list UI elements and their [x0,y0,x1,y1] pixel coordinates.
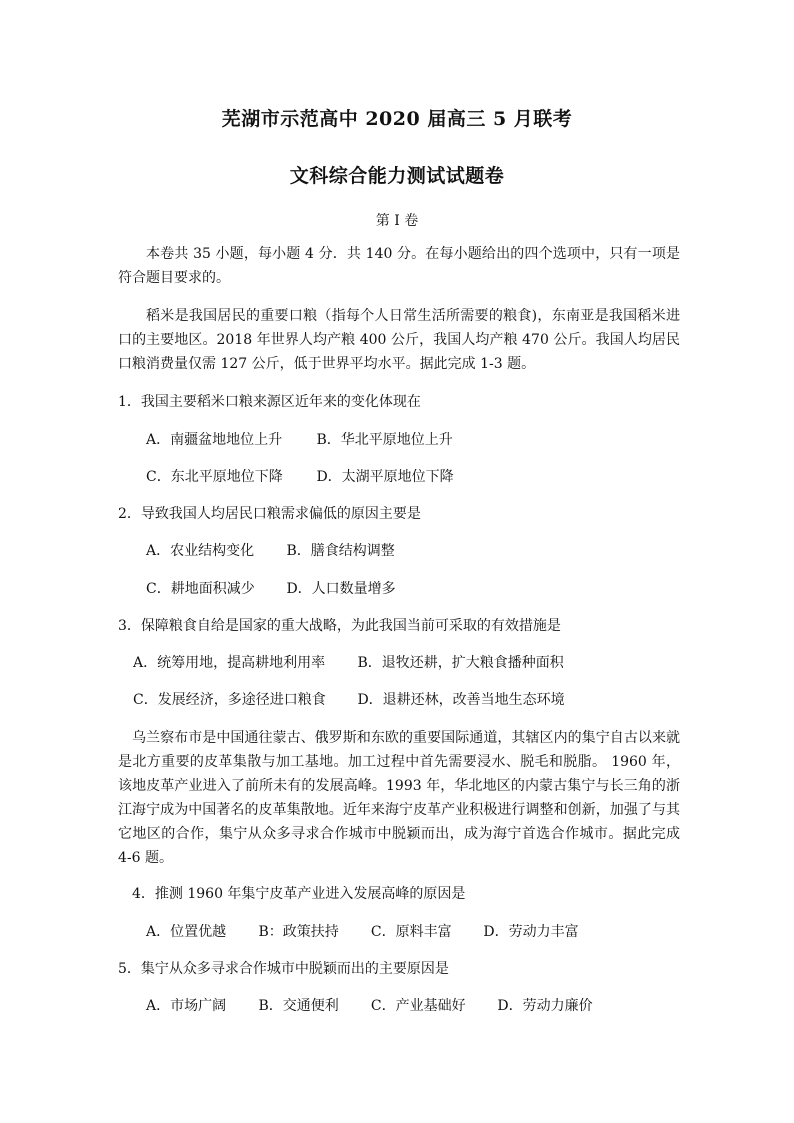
q2-option-d: D．人口数量增多 [286,581,396,597]
q1-option-a: A．南疆盆地地位上升 [146,432,283,448]
q1-option-b: B．华北平原地位上升 [316,432,453,448]
question-1-options-row2 [146,467,454,487]
q3-option-a: A．统筹用地，提高耕地利用率 [133,655,326,671]
question-3-options-row1 [133,653,564,673]
q3-option-b: B．退牧还耕，扩大粮食播种面积 [357,655,564,671]
question-4-options [146,922,579,942]
question-1-stem: 1．我国主要稻米口粮来源区近年来的变化体现在 [118,394,421,410]
passage-rice: 稻米是我国居民的重要口粮（指每个人日常生活所需要的粮食)，东南亚是我国稻米进口的主要地区。2018 年世界人均产粮 400 公斤，我国人均产粮 470 公斤。我国人均居民口粮消费量仅需 127 公斤，低于世界平均水平。据此完成 1-3 题。 [118,308,680,372]
exam-subtitle: 文科综合能力测试试题卷 [289,165,505,187]
passage-leather: 乌兰察布市是中国通往蒙古、俄罗斯和东欧的重要国际通道，其辖区内的集宁自古以来就是北方重要的皮革集散与加工基地。加工过程中首先需要浸水、脱毛和脱脂。 1960 年，该地皮革产业进入了前所未有的发展高峰。1993 年，华北地区的内蒙古集宁与长三角的浙江海宁成为中国著名的皮革集散地。近年来海宁皮革产业积极进行调整和创新，加强了与其它地区的合作，集宁从众多寻求合作城市中脱颖而出，成为海宁首选合作城市。据此完成 4-6 题。 [118,730,680,866]
q3-option-c: C．发展经济，多途径进口粮食 [133,692,326,708]
q5-option-c: C．产业基础好 [370,998,466,1014]
q2-option-a: A．农业结构变化 [146,543,255,559]
question-5-stem: 5．集宁从众多寻求合作城市中脱颖而出的主要原因是 [118,961,449,977]
q5-option-b: B．交通便利 [258,998,339,1014]
intro-paragraph: 本卷共 35 小题，每小题 4 分．共 140 分。在每小题给出的四个选项中，只有一项是符合题目要求的。 [118,246,680,286]
q5-option-a: A．市场广阔 [146,998,227,1014]
question-3-stem: 3．保障粮食自给是国家的重大战略，为此我国当前可采取的有效措施是 [118,618,561,634]
question-2-stem: 2．导致我国人均居民口粮需求偏低的原因主要是 [118,506,421,522]
question-2-options-row2 [146,579,396,599]
question-5-options [146,996,593,1016]
q4-option-d: D．劳动力丰富 [483,924,579,940]
q5-option-d: D．劳动力廉价 [497,998,593,1014]
question-4-stem: 4．推测 1960 年集宁皮革产业进入发展高峰的原因是 [132,886,466,902]
q3-option-d: D．退耕还林，改善当地生态环境 [357,692,565,708]
q2-option-b: B．膳食结构调整 [286,543,395,559]
section-heading: 第 I 卷 [375,213,419,229]
question-1-options-row1 [146,430,453,450]
question-3-options-row2 [133,690,565,710]
q4-option-c: C．原料丰富 [370,924,452,940]
q4-option-b: B：政策扶持 [258,924,339,940]
question-2-options-row1 [146,541,395,561]
q2-option-c: C．耕地面积减少 [146,581,255,597]
q1-option-d: D．太湖平原地位下降 [316,469,454,485]
q1-option-c: C．东北平原地位下降 [146,469,283,485]
exam-title: 芜湖市示范高中 2020 届高三 5 月联考 [221,108,573,130]
q4-option-a: A．位置优越 [146,924,227,940]
